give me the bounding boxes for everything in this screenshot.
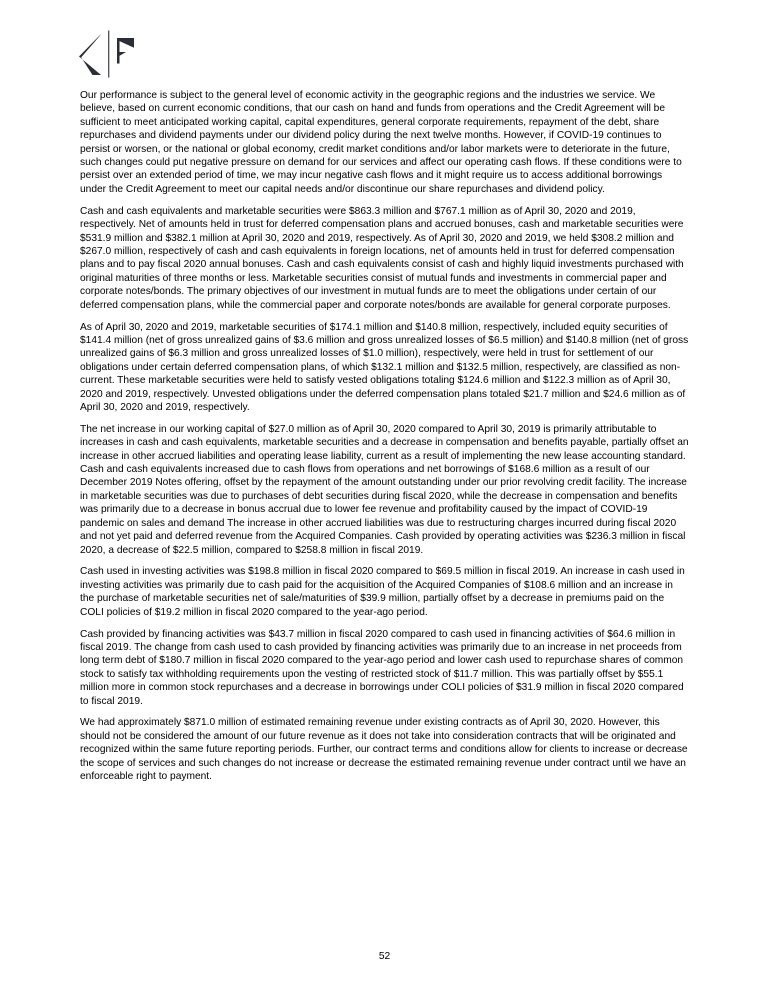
- logo-k-glyph: [79, 34, 101, 75]
- logo-f-glyph: [117, 38, 134, 64]
- paragraph-working-capital: The net increase in our working capital of $27.0 million as of April 30, 2020 compared to April 30, 2019 is primarily attributable to increases in cash and cash equivalents, marketable securities and a decrease in compensation and benefits payable, partially offset an increase in other accrued liabilities and operating lease liability, current as a result of implementing the new lease accounting standard. Cash and cash equivalents increased due to cash flows from operations and net borrowings of $168.6 million as a result of our December 2019 Notes offering, offset by the repayment of the amount outstanding under our prior revolving credit facility. The increase in marketable securities was due to purchases of debt securities during fiscal 2020, while the decrease in compensation and benefits was primarily due to a decrease in bonus accrual due to lower fee revenue and profitability caused by the impact of COVID-19 pandemic on sales and demand The increase in other accrued liabilities was due to restructuring charges incurred during fiscal 2020 and not yet paid and deferred revenue from the Acquired Companies. Cash provided by operating activities was $236.3 million in fiscal 2020, a decrease of $22.5 million, compared to $258.8 million in fiscal 2019.: [80, 423, 689, 556]
- paragraph-remaining-revenue: We had approximately $871.0 million of estimated remaining revenue under existing contracts as of April 30, 2020. However, this should not be considered the amount of our future revenue as it does not take into consideration contracts that will be originated and recognized within the same future reporting periods. Further, our contract terms and conditions allow for clients to increase or decrease the scope of services and such changes do not increase or decrease the estimated remaining revenue under contract until we have an enforceable right to payment.: [80, 717, 688, 783]
- paragraph-cash-and-equivalents: Cash and cash equivalents and marketable securities were $863.3 million and $767.1 million as of April 30, 2020 and 2019, respectively. Net of amounts held in trust for deferred compensation plans and accrued bonuses, cash and marketable securities were $531.9 million and $382.1 million at April 30, 2020 and 2019, respectively. As of April 30, 2020 and 2019, we held $308.2 million and $267.0 million, respectively of cash and cash equivalents in foreign locations, net of amounts held in trust for deferred compensation plans and to pay fiscal 2020 annual bonuses. Cash and cash equivalents consist of cash and highly liquid investments purchased with original maturities of three months or less. Marketable securities consist of mutual funds and investments in commercial paper and corporate notes/bonds. The primary objectives of our investment in mutual funds are to meet the obligations under certain of our deferred compensation plans, while the commercial paper and corporate notes/bonds are available for general corporate purposes.: [80, 205, 684, 311]
- logo-divider-bar: [108, 31, 109, 78]
- paragraph-investing-activities: Cash used in investing activities was $198.8 million in fiscal 2020 compared to $69.5 million in fiscal 2019. An increase in cash used in investing activities was primarily due to cash paid for the acquisition of the Acquired Companies of $108.6 million and an increase in the purchase of marketable securities net of sale/maturities of $39.9 million, partially offset by a decrease in premiums paid on the COLI policies of $19.2 million in fiscal 2020 compared to the year-ago period.: [80, 566, 685, 618]
- paragraph-marketable-securities: As of April 30, 2020 and 2019, marketable securities of $174.1 million and $140.8 million, respectively, included equity securities of $141.4 million (net of gross unrealized gains of $3.6 million and gross unrealized losses of $6.5 million) and $140.8 million (net of gross unrealized gains of $6.3 million and gross unrealized losses of $1.0 million), respectively, were held in trust for settlement of our obligations under certain deferred compensation plans, of which $132.1 million and $132.5 million, respectively, are classified as non-current. These marketable securities were held to satisfy vested obligations totaling $124.6 million and $122.3 million as of April 30, 2020 and 2019, respectively. Unvested obligations under the deferred compensation plans totaled $21.7 million and $24.6 million as of April 30, 2020 and 2019, respectively.: [80, 321, 689, 413]
- paragraph-liquidity-outlook: Our performance is subject to the general level of economic activity in the geographic regions and the industries we service. We believe, based on current economic conditions, that our cash on hand and funds from operations and the Credit Agreement will be sufficient to meet anticipated working capital, capital expenditures, general corporate requirements, repayment of the debt, share repurchases and dividend payments under our dividend policy during the next twelve months. However, if COVID-19 continues to persist or worsen, or the national or global economy, credit market conditions and/or labor markets were to deteriorate in the future, such changes could put negative pressure on demand for our services and affect our operating cash flows. If these conditions were to persist over an extended period of time, we may incur negative cash flows and it might require us to access additional borrowings under the Credit Agreement to meet our capital needs and/or discontinue our share repurchases and dividend policy.: [80, 90, 682, 195]
- paragraph-financing-activities: Cash provided by financing activities was $43.7 million in fiscal 2020 compared to cash used in financing activities of $64.6 million in fiscal 2019. The change from cash used to cash provided by financing activities was primarily due to an increase in net proceeds from long term debt of $180.7 million in fiscal 2020 compared to the year-ago period and lower cash used to repurchase shares of common stock to satisfy tax withholding requirements upon the vesting of restricted stock of $11.7 million. This was partially offset by $55.1 million more in common stock repurchases and a decrease in borrowings under COLI policies of $31.9 million in fiscal 2020 compared to fiscal 2019.: [80, 628, 684, 707]
- korn-ferry-logo-icon: [78, 30, 136, 78]
- body-text: [80, 89, 689, 792]
- page-footer: [80, 950, 689, 963]
- korn-ferry-logo: [78, 30, 136, 78]
- page-number: 52: [378, 951, 391, 962]
